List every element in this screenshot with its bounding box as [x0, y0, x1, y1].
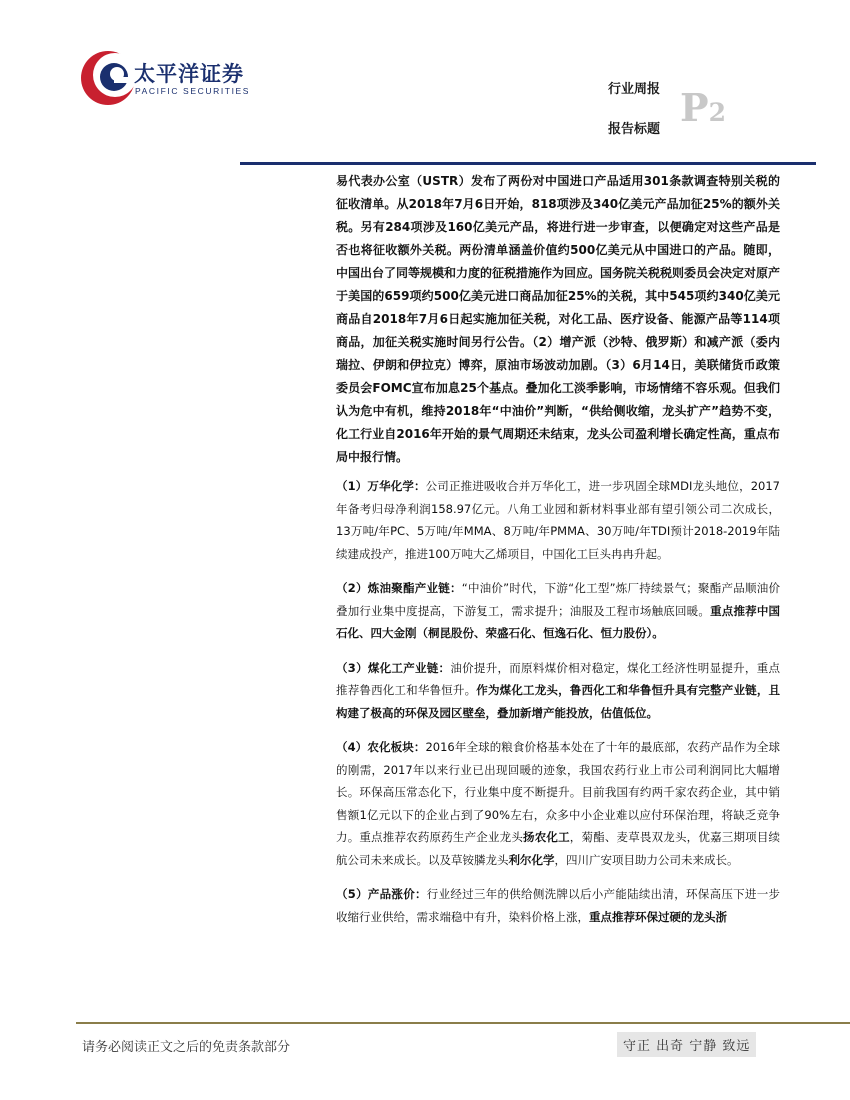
section-body: 行业经过三年的供给侧洗牌以后小产能陆续出清，环保高压下进一步收缩行业供给，需求端稳中有升，染料价格上涨，: [336, 887, 780, 924]
section-body: “中油价”时代，下游“化工型”炼厂持续景气；聚酯产品顺油价叠加行业集中度提高，下游复工，需求提升；油服及工程市场触底回暖。: [336, 581, 780, 618]
section-emphasis: 重点推荐中国石化、四大金刚（桐昆股份、荣盛石化、恒逸石化、恒力股份）。: [336, 603, 781, 640]
section-emphasis: 扬农化工: [523, 830, 570, 844]
brand-name-en: PACIFIC SECURITIES: [135, 86, 251, 96]
left-sidebar: [60, 165, 328, 1017]
section-refining-polyester: [336, 577, 780, 645]
section-heading: （1）万华化学：: [336, 479, 426, 493]
section-coal-chemical: [336, 657, 780, 725]
section-body: ，四川广安项目助力公司未来成长。: [554, 852, 739, 867]
page-letter: P: [680, 85, 709, 130]
brand-name-cn: 太平洋证券: [134, 62, 244, 86]
section-emphasis: 利尔化学: [508, 852, 555, 867]
section-body: 公司正推进吸收合并万华化工，进一步巩固全球MDI龙头地位，2017年备考归母净利润158.97亿元。八角工业园和新材料事业部有望引领公司二次成长，13万吨/年PC、5万吨/年MMA、8万吨/年PMMA、30万吨/年TDI预计2018-2019年陆续建成投产，推进100万吨大乙烯项目，中国化工巨头冉冉升起。: [336, 479, 780, 561]
section-agrochemical: [336, 736, 780, 871]
section-body: 油价提升，而原料煤价相对稳定，煤化工经济性明显提升，重点推荐鲁西化工和华鲁恒升。: [336, 660, 780, 697]
section-body: 2016年全球的粮食价格基本处在了十年的最底部，农药产品作为全球的刚需，2017年以来行业已出现回暖的迹象，我国农药行业上市公司利润同比大幅增长。环保高压常态化下，行业集中度不断提升。目前我国有约两千家农药企业，其中销售额1亿元以下的企业占到了90%左右，众多中小企业难以应付环保治理，将缺乏竞争力。重点推荐农药原药生产企业龙头: [336, 740, 780, 844]
pacific-securities-logo-icon: [78, 47, 140, 109]
section-heading: （2）炼油聚酯产业链：: [336, 581, 462, 595]
section-emphasis: 作为煤化工龙头，鲁西化工和华鲁恒升具有完整产业链，且构建了极高的环保及园区壁垒，叠加新增产能投放，估值低位。: [336, 683, 781, 720]
lead-paragraph: 易代表办公室（USTR）发布了两份对中国进口产品适用301条款调查特别关税的征收清单。从2018年7月6日开始，818项涉及340亿美元产品加征25%的额外关税。另有284项涉及160亿美元产品，将进行进一步审查，以便确定对这些产品是否也将征收额外关税。两份清单涵盖价值约500亿美元从中国进口的产品。随即，中国出台了同等规模和力度的征税措施作为回应。国务院关税税则委员会决定对原产于美国的659项约500亿美元进口商品加征25%的关税，其中545项约340亿美元商品自2018年7月6日起实施加征关税，对化工品、医疗设备、能源产品等114项商品，加征关税实施时间另行公告。（2）增产派（沙特、俄罗斯）和减产派（委内瑞拉、伊朗和伊拉克）博弈，原油市场波动加剧。（3）6月14日，美联储货币政策委员会FOMC宣布加息25个基点。叠加化工淡季影响，市场情绪不容乐观。但我们认为危中有机，维持2018年“中油价”判断，“供给侧收缩，龙头扩产”趋势不变，化工行业自2016年开始的景气周期还未结束，龙头公司盈利增长确定性高，重点布局中报行情。: [336, 174, 781, 464]
footer-motto: 守正 出奇 宁静 致远: [617, 1032, 756, 1057]
section-heading: （3）煤化工产业链：: [336, 660, 451, 675]
page-digit: 2: [708, 98, 726, 127]
section-heading: （5）产品涨价：: [336, 887, 427, 901]
report-type: 行业周报: [608, 82, 661, 97]
section-body: ，菊酯、麦草畏双龙头，优嘉三期项目续航公司未来成长。以及草铵膦龙头: [336, 830, 781, 867]
footer-divider: [76, 1022, 850, 1024]
report-title: 报告标题: [608, 122, 661, 137]
main-content: [336, 170, 780, 940]
page-number: [680, 85, 726, 130]
section-heading: （4）农化板块：: [336, 740, 426, 754]
section-emphasis: 重点推荐环保过硬的龙头浙: [589, 909, 727, 924]
footer-disclaimer: 请务必阅读正文之后的免责条款部分: [82, 1040, 291, 1055]
section-price-increase: [336, 883, 780, 928]
company-logo: [78, 42, 258, 112]
section-wanhua: [336, 475, 780, 565]
